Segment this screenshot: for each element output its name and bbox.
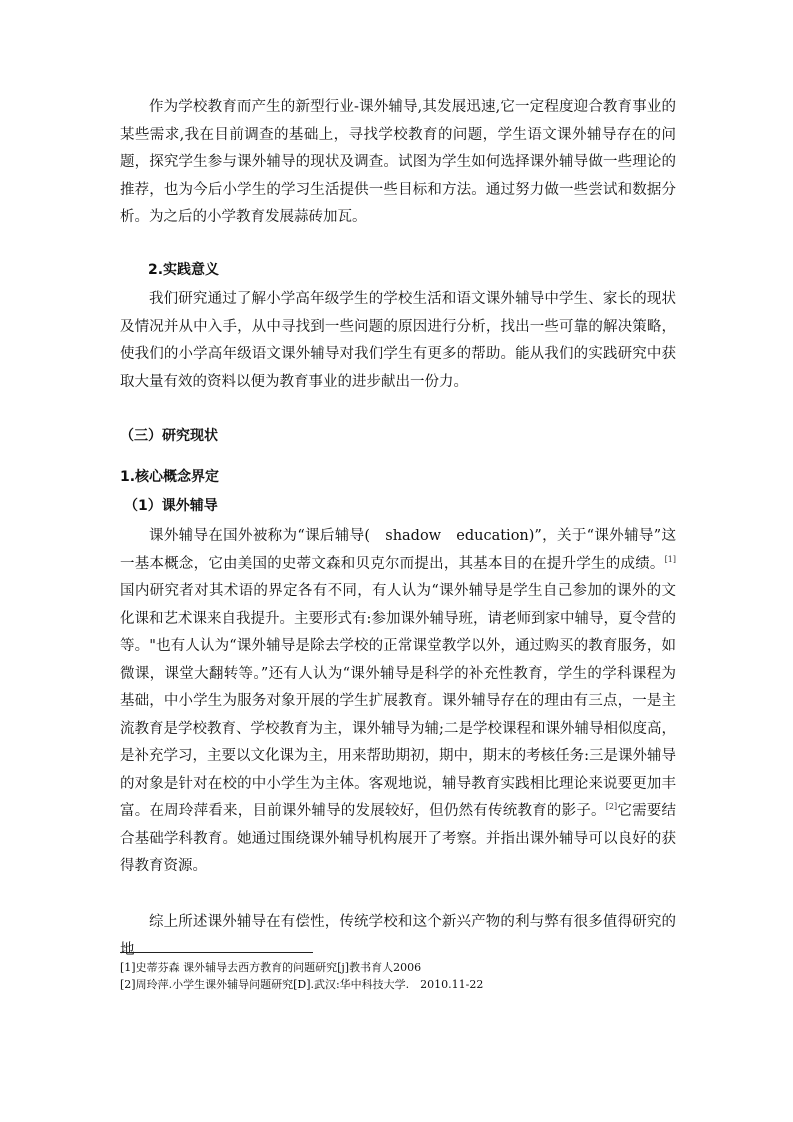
heading-tutoring: （1）课外辅导: [124, 498, 218, 514]
heading-research-status: （三）研究现状: [120, 428, 218, 444]
paragraph-tutoring-part-2: 国内研究者对其术语的界定各有不同，有人认为“课外辅导是学生自己参加的课外的文化课和艺术课来自我提升。主要形式有:参加课外辅导班，请老师到家中辅导，夏令营的等。"也有人认为“课外辅导是除去学校的正常课堂教学以外，通过购买的教育服务，如微课，课堂大翻转等。”还有人认为“课外辅导是科学的补充性教育，学生的学科课程为基础，中小学生为服务对象开展的学生扩展教育。课外辅导存在的理由有三点，一是主流教育是学校教育、学校教育为主，课外辅导为辅;二是学校课程和课外辅导相似度高，是补充学习，主要以文化课为主，用来帮助期初，期中，期末的考核任务:三是课外辅导的对象是针对在校的中小学生为主体。客观地说，辅导教育实践相比理论来说要更加丰富。在周玲萍看来，目前课外辅导的发展较好，但仍然有传统教育的影子。: [120, 583, 676, 819]
footnote-divider: [120, 952, 313, 953]
footnote-2: [2]周玲萍.小学生课外辅导问题研究[D].武汉:华中科技大学. 2010.11-22: [120, 978, 484, 991]
paragraph-tutoring-part-3: 它需要结合基础学科教育。她通过围绕课外辅导机构展开了考察。并指出课外辅导可以良好的获得教育资源。: [120, 803, 677, 874]
paragraph-practical-significance: 我们研究通过了解小学高年级学生的学校生活和语文课外辅导中学生、家长的现状及情况并从中入手，从中寻找到一些问题的原因进行分析，找出一些可靠的解决策略，使我们的小学高年级语文课外辅导对我们学生有更多的帮助。能从我们的实践研究中获取大量有效的资料以便为教育事业的进步献出一份力。: [120, 291, 676, 390]
footnote-1: [1]史蒂芬森 课外辅导去西方教育的问题研究[j]教书育人2006: [120, 961, 422, 974]
paragraph-tutoring-part-1: 课外辅导在国外被称为“课后辅导( shadow education)”，关于“课外辅导”这一基本概念，它由美国的史蒂文森和贝克尔而提出，其基本目的在提升学生的成绩。: [120, 528, 676, 572]
citation-ref-1: [1]: [664, 554, 676, 564]
heading-core-concepts: 1.核心概念界定: [120, 469, 220, 485]
heading-practical-significance: 2.实践意义: [148, 262, 220, 278]
paragraph-summary: 综上所述课外辅导在有偿性，传统学校和这个新兴产物的利与弊有很多值得研究的地: [120, 914, 676, 958]
paragraph-purpose: 作为学校教育而产生的新型行业-课外辅导,其发展迅速,它一定程度迎合教育事业的某些需求,我在目前调查的基础上，寻找学校教育的问题，学生语文课外辅导存在的问题，探究学生参与课外辅导的现状及调查。试图为学生如何选择课外辅导做一些理论的推荐，也为今后小学生的学习生活提供一些目标和方法。通过努力做一些尝试和数据分析。为之后的小学教育发展蒜砖加瓦。: [120, 99, 676, 225]
citation-ref-2: [2]: [605, 802, 618, 811]
paragraph-tutoring-definition: [120, 523, 676, 881]
